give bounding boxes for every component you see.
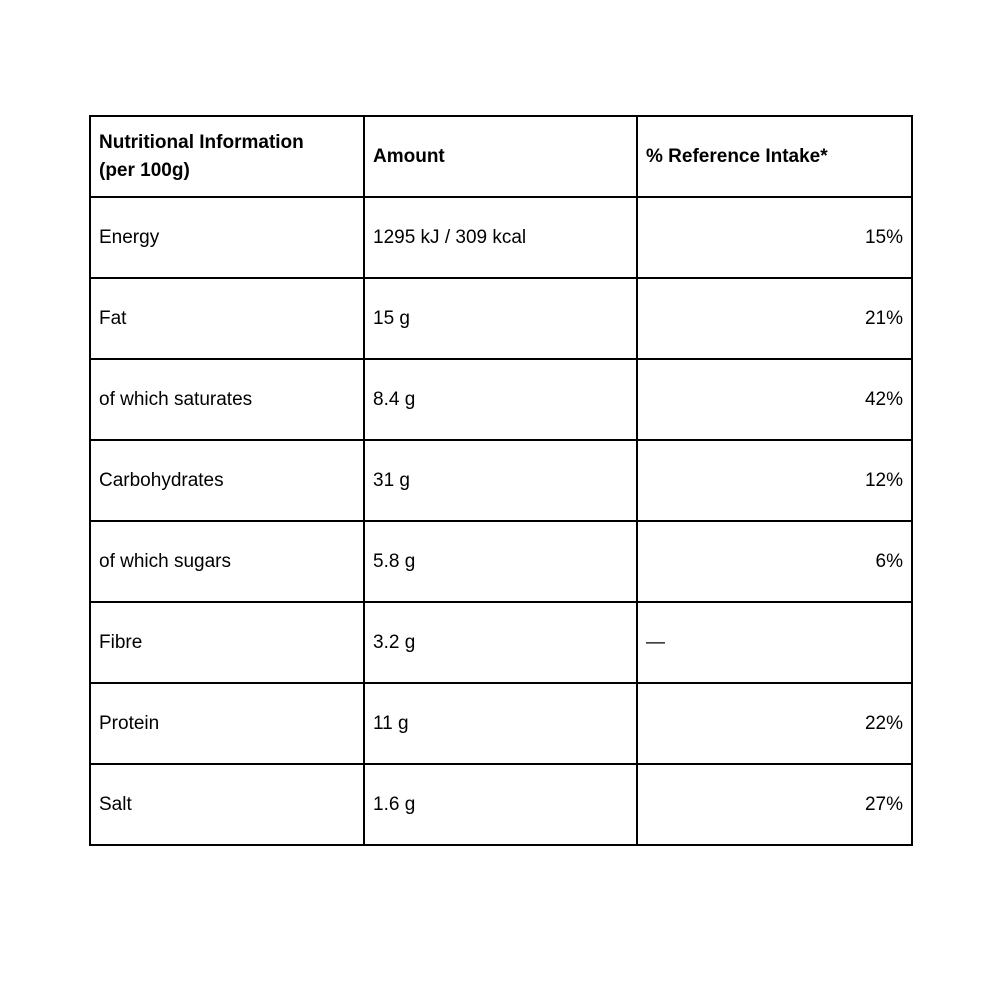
- header-title-line2: (per 100g): [99, 159, 190, 181]
- nutrient-amount: 11 g: [364, 683, 637, 764]
- nutrient-reference-intake: 12%: [637, 440, 912, 521]
- header-amount: Amount: [364, 116, 637, 197]
- header-nutritional-information: [90, 116, 364, 197]
- nutrient-reference-intake: 6%: [637, 521, 912, 602]
- nutrient-name: Carbohydrates: [90, 440, 364, 521]
- nutrient-name: of which sugars: [90, 521, 364, 602]
- nutrient-name: Fat: [90, 278, 364, 359]
- table-row: [90, 683, 912, 764]
- nutrient-amount: 15 g: [364, 278, 637, 359]
- nutrient-reference-intake: —: [637, 602, 912, 683]
- nutrient-amount: 5.8 g: [364, 521, 637, 602]
- table-header: [90, 116, 912, 197]
- table-row: [90, 521, 912, 602]
- table-row: [90, 359, 912, 440]
- nutrient-amount: 1295 kJ / 309 kcal: [364, 197, 637, 278]
- nutrient-reference-intake: 21%: [637, 278, 912, 359]
- table-body: [90, 197, 912, 845]
- table-row: [90, 278, 912, 359]
- nutrient-name: Protein: [90, 683, 364, 764]
- nutrient-amount: 1.6 g: [364, 764, 637, 845]
- header-row: [90, 116, 912, 197]
- table-row: [90, 602, 912, 683]
- nutrient-name: Fibre: [90, 602, 364, 683]
- table-row: [90, 440, 912, 521]
- nutrient-reference-intake: 22%: [637, 683, 912, 764]
- nutrient-name: Energy: [90, 197, 364, 278]
- nutrient-amount: 8.4 g: [364, 359, 637, 440]
- table-row: [90, 197, 912, 278]
- nutrient-amount: 31 g: [364, 440, 637, 521]
- nutrient-amount: 3.2 g: [364, 602, 637, 683]
- nutrient-name: of which saturates: [90, 359, 364, 440]
- nutrient-name: Salt: [90, 764, 364, 845]
- header-title-line1: Nutritional Information: [99, 131, 304, 153]
- table-row: [90, 764, 912, 845]
- header-reference-intake: % Reference Intake*: [637, 116, 912, 197]
- nutrient-reference-intake: 27%: [637, 764, 912, 845]
- nutrition-table: [89, 115, 913, 846]
- nutrient-reference-intake: 15%: [637, 197, 912, 278]
- nutrient-reference-intake: 42%: [637, 359, 912, 440]
